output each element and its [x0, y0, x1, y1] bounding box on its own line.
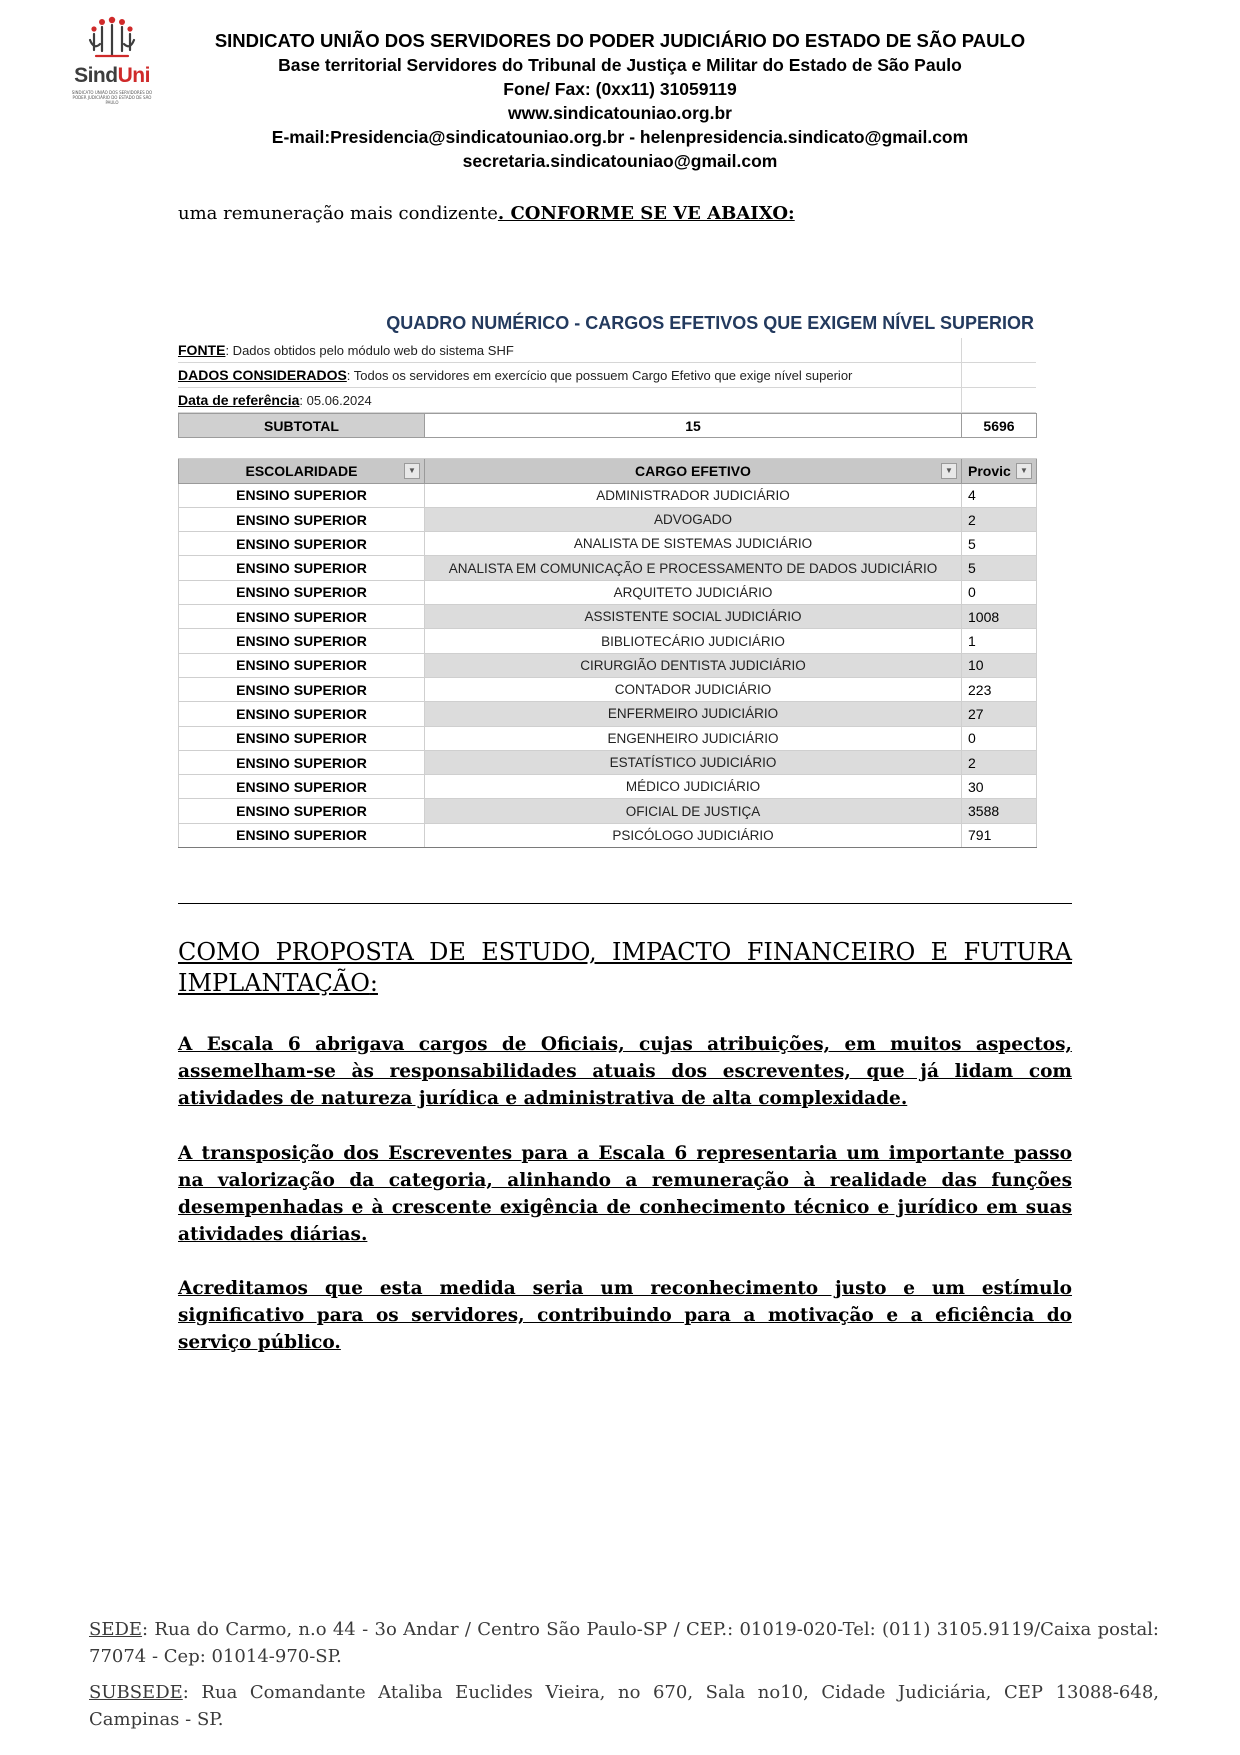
letterhead-secretary-email[interactable]: secretaria.sindicatouniao@gmail.com	[462, 151, 778, 171]
logo-caption: SINDICATO UNIÃO DOS SERVIDORES DO PODER JUDICIÁRIO DO ESTADO DE SÃO PAULO	[71, 90, 153, 105]
cell-escolaridade: ENSINO SUPERIOR	[179, 556, 425, 580]
people-scales-icon	[66, 16, 158, 66]
filter-dropdown-icon[interactable]: ▼	[404, 463, 420, 479]
table-row	[179, 726, 1037, 750]
cell-escolaridade: ENSINO SUPERIOR	[179, 702, 425, 726]
logo-wordmark: SindUni	[74, 64, 150, 87]
cell-cargo: ARQUITETO JUDICIÁRIO	[425, 580, 962, 604]
cell-provimento: 1008	[962, 605, 1037, 629]
footer-sede: SEDE: Rua do Carmo, n.o 44 - 3o Andar / Centro São Paulo-SP / CEP.: 01019-020-Tel: (011) 3105.9119/Caixa postal: 77074 - Cep: 01014-970-SP.	[89, 1619, 1159, 1667]
table-row	[179, 507, 1037, 531]
letterhead-base: Base territorial Servidores do Tribunal de Justiça e Militar do Estado de São Paulo	[278, 55, 962, 75]
cell-escolaridade: ENSINO SUPERIOR	[179, 605, 425, 629]
cell-provimento: 2	[962, 750, 1037, 774]
table-title: QUADRO NUMÉRICO - CARGOS EFETIVOS QUE EXIGEM NÍVEL SUPERIOR	[386, 313, 1034, 333]
table-row	[179, 605, 1037, 629]
cell-escolaridade: ENSINO SUPERIOR	[179, 823, 425, 847]
cell-cargo: PSICÓLOGO JUDICIÁRIO	[425, 823, 962, 847]
col-provimento[interactable]: Provic ▼	[962, 459, 1037, 483]
cell-escolaridade: ENSINO SUPERIOR	[179, 532, 425, 556]
letterhead	[160, 29, 1080, 173]
cell-provimento: 223	[962, 677, 1037, 701]
cell-escolaridade: ENSINO SUPERIOR	[179, 580, 425, 604]
meta-fonte: FONTE: Dados obtidos pelo módulo web do sistema SHF	[178, 338, 1036, 363]
cell-provimento: 1	[962, 629, 1037, 653]
proposal-paragraph-3: Acreditamos que esta medida seria um reconhecimento justo e um estímulo significativo para os servidores, contribuindo para a motivação e a eficiência do serviço público.	[178, 1278, 1072, 1353]
cell-cargo: CONTADOR JUDICIÁRIO	[425, 677, 962, 701]
divider-line	[178, 903, 1072, 904]
cell-provimento: 3588	[962, 799, 1037, 823]
union-name: SINDICATO UNIÃO DOS SERVIDORES DO PODER JUDICIÁRIO DO ESTADO DE SÃO PAULO	[214, 30, 1026, 51]
proposal-paragraph-2: A transposição dos Escreventes para a Escala 6 representaria um importante passo na valorização da categoria, alinhando a remuneração à realidade das funções desempenhadas e à crescente exigência de conhecimento técnico e jurídico em suas atividades diárias.	[178, 1143, 1072, 1245]
cell-escolaridade: ENSINO SUPERIOR	[179, 775, 425, 799]
proposal-paragraph-1: A Escala 6 abrigava cargos de Oficiais, cujas atribuições, em muitos aspectos, assemelham-se às responsabilidades atuais dos escreventes, que já lidam com atividades de natureza jurídica e administrativa de alta complexidade.	[178, 1034, 1072, 1109]
cell-cargo: ADVOGADO	[425, 507, 962, 531]
table-row	[179, 629, 1037, 653]
cell-provimento: 10	[962, 653, 1037, 677]
subtotal-total: 5696	[962, 414, 1037, 438]
cell-cargo: OFICIAL DE JUSTIÇA	[425, 799, 962, 823]
subtotal-count: 15	[425, 414, 962, 438]
cell-escolaridade: ENSINO SUPERIOR	[179, 677, 425, 701]
cell-provimento: 791	[962, 823, 1037, 847]
cell-provimento: 2	[962, 507, 1037, 531]
table-row	[179, 556, 1037, 580]
table-row	[179, 799, 1037, 823]
cell-escolaridade: ENSINO SUPERIOR	[179, 507, 425, 531]
table-row	[179, 823, 1037, 847]
col-escolaridade[interactable]: ESCOLARIDADE ▼	[179, 459, 425, 483]
cell-escolaridade: ENSINO SUPERIOR	[179, 629, 425, 653]
filter-dropdown-icon[interactable]: ▼	[1016, 463, 1032, 479]
cell-cargo: ENGENHEIRO JUDICIÁRIO	[425, 726, 962, 750]
sinduni-logo	[66, 16, 158, 112]
positions-table	[178, 308, 1036, 848]
table-row	[179, 653, 1037, 677]
cell-cargo: MÉDICO JUDICIÁRIO	[425, 775, 962, 799]
col-cargo-efetivo[interactable]: CARGO EFETIVO ▼	[425, 459, 962, 483]
cell-escolaridade: ENSINO SUPERIOR	[179, 653, 425, 677]
cell-provimento: 4	[962, 483, 1037, 507]
cell-provimento: 0	[962, 726, 1037, 750]
cell-provimento: 0	[962, 580, 1037, 604]
cell-escolaridade: ENSINO SUPERIOR	[179, 799, 425, 823]
intro-line	[178, 203, 795, 224]
cell-escolaridade: ENSINO SUPERIOR	[179, 750, 425, 774]
filter-dropdown-icon[interactable]: ▼	[941, 463, 957, 479]
table-row	[179, 532, 1037, 556]
letterhead-emails[interactable]: E-mail:Presidencia@sindicatouniao.org.br - helenpresidencia.sindicato@gmail.com	[271, 127, 969, 147]
table-header-row	[179, 459, 1037, 483]
footer-subsede: SUBSEDE: Rua Comandante Ataliba Euclides Vieira, no 670, Sala no10, Cidade Judiciária, CEP 13088-648, Campinas - SP.	[89, 1682, 1159, 1730]
meta-dados: DADOS CONSIDERADOS: Todos os servidores em exercício que possuem Cargo Efetivo que exige nível superior	[178, 363, 1036, 388]
cell-cargo: ANALISTA DE SISTEMAS JUDICIÁRIO	[425, 532, 962, 556]
intro-text: uma remuneração mais condizente	[178, 203, 498, 224]
cell-escolaridade: ENSINO SUPERIOR	[179, 483, 425, 507]
cell-escolaridade: ENSINO SUPERIOR	[179, 726, 425, 750]
subtotal-row	[179, 414, 1037, 438]
cell-cargo: CIRURGIÃO DENTISTA JUDICIÁRIO	[425, 653, 962, 677]
meta-data-referencia: Data de referência: 05.06.2024	[178, 388, 1036, 413]
cell-cargo: BIBLIOTECÁRIO JUDICIÁRIO	[425, 629, 962, 653]
letterhead-phone: Fone/ Fax: (0xx11) 31059119	[503, 79, 737, 99]
table-row	[179, 580, 1037, 604]
subtotal-label: SUBTOTAL	[179, 414, 425, 438]
table-row	[179, 483, 1037, 507]
positions-grid	[178, 413, 1037, 848]
proposal-title: COMO PROPOSTA DE ESTUDO, IMPACTO FINANCEIRO E FUTURA IMPLANTAÇÃO:	[178, 938, 1072, 997]
cell-provimento: 27	[962, 702, 1037, 726]
intro-emphasis: . CONFORME SE VE ABAIXO:	[497, 203, 795, 224]
table-row	[179, 775, 1037, 799]
cell-cargo: ESTATÍSTICO JUDICIÁRIO	[425, 750, 962, 774]
table-row	[179, 677, 1037, 701]
cell-cargo: ENFERMEIRO JUDICIÁRIO	[425, 702, 962, 726]
table-row	[179, 750, 1037, 774]
cell-cargo: ADMINISTRADOR JUDICIÁRIO	[425, 483, 962, 507]
cell-cargo: ASSISTENTE SOCIAL JUDICIÁRIO	[425, 605, 962, 629]
cell-provimento: 5	[962, 556, 1037, 580]
cell-cargo: ANALISTA EM COMUNICAÇÃO E PROCESSAMENTO DE DADOS JUDICIÁRIO	[425, 556, 962, 580]
table-row	[179, 702, 1037, 726]
cell-provimento: 5	[962, 532, 1037, 556]
letterhead-website[interactable]: www.sindicatouniao.org.br	[508, 103, 732, 123]
cell-provimento: 30	[962, 775, 1037, 799]
